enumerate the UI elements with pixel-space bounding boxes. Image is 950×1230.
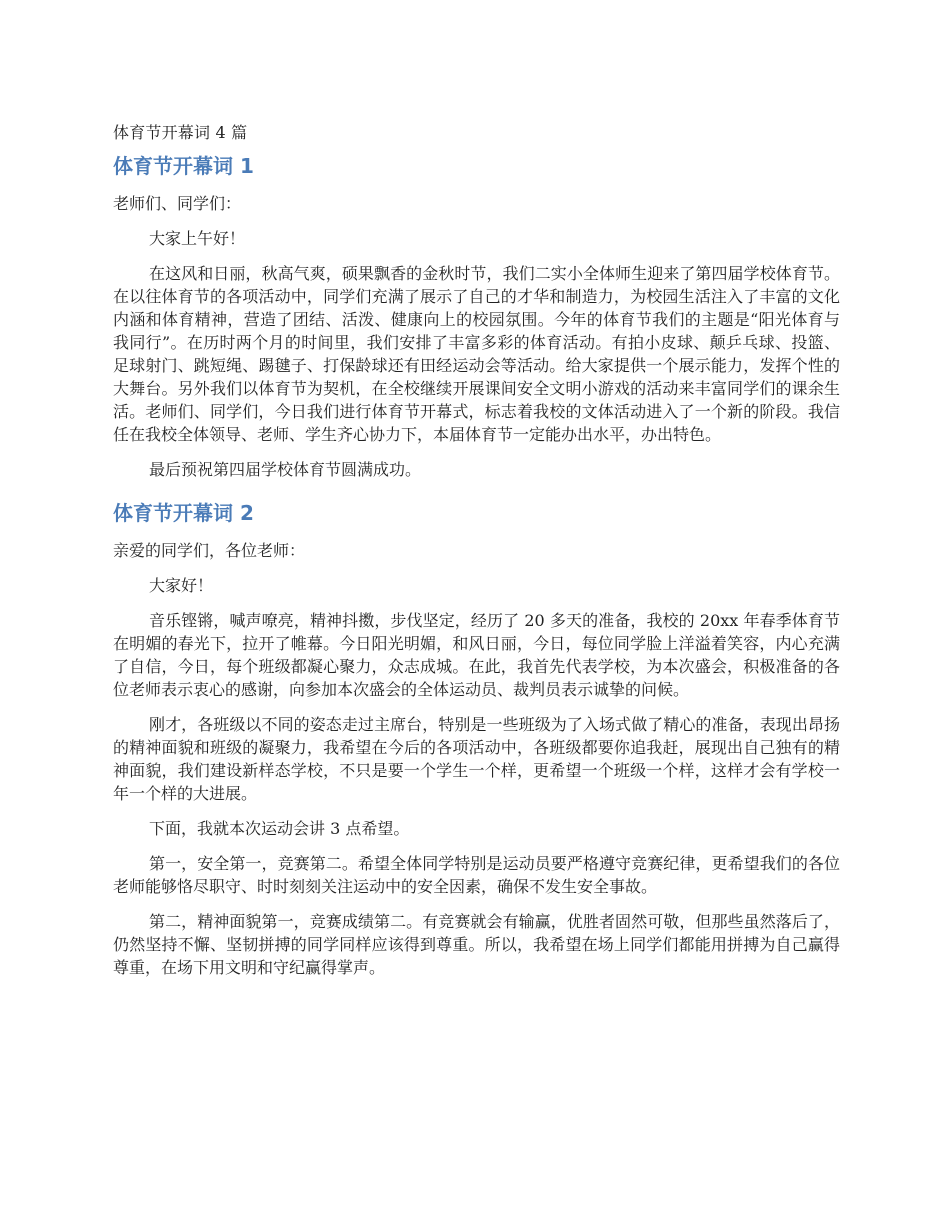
body-paragraph: 第二，精神面貌第一，竞赛成绩第二。有竞赛就会有输赢，优胜者固然可敬，但那些虽然落后了，仍然坚持不懈、坚韧拼搏的同学同样应该得到尊重。所以，我希望在场上同学们都能用拼搏为自己赢得尊重，在场下用文明和守纪赢得掌声。 [113,912,840,977]
section-heading-2: 体育节开幕词 2 [113,501,254,525]
salutation-2: 亲爱的同学们，各位老师： [113,541,306,560]
section-2 [113,499,840,979]
salutation-1: 老师们、同学们： [113,194,242,213]
closing-paragraph: 最后预祝第四届学校体育节圆满成功。 [149,460,422,479]
body-paragraph: 在这风和日丽，秋高气爽，硕果飘香的金秋时节，我们二实小全体师生迎来了第四届学校体育节。在以往体育节的各项活动中，同学们充满了展示了自己的才华和制造力，为校园生活注入了丰富的文化内涵和体育精神，营造了团结、活泼、健康向上的校园氛围。今年的体育节我们的主题是“阳光体育与我同行”。在历时两个月的时间里，我们安排了丰富多彩的体育活动。有拍小皮球、颠乒乓球、投篮、足球射门、跳短绳、踢毽子、打保龄球还有田经运动会等活动。给大家提供一个展示能力，发挥个性的大舞台。另外我们以体育节为契机，在全校继续开展课间安全文明小游戏的活动来丰富同学们的课余生活。老师们、同学们，今日我们进行体育节开幕式，标志着我校的文体活动进入了一个新的阶段。我信任在我校全体领导、老师、学生齐心协力下，本届体育节一定能办出水平，办出特色。 [113,264,840,444]
body-paragraph: 刚才，各班级以不同的姿态走过主席台，特别是一些班级为了入场式做了精心的准备，表现出昂扬的精神面貌和班级的凝聚力，我希望在今后的各项活动中，各班级都要你追我赶，展现出自己独有的精神面貌，我们建设新样态学校，不只是要一个学生一个样，更希望一个班级一个样，这样才会有学校一年一个样的大进展。 [113,715,840,803]
section-1 [113,152,840,481]
greeting-paragraph: 大家上午好！ [149,229,246,248]
body-paragraph: 音乐铿锵，喊声嘹亮，精神抖擞，步伐坚定，经历了 20 多天的准备，我校的 20xx 年春季体育节在明媚的春光下，拉开了帷幕。今日阳光明媚，和风日丽，今日，每位同学脸上洋溢着笑容，内心充满了自信，今日，每个班级都凝心聚力，众志成城。在此，我首先代表学校，为本次盛会，积极准备的各位老师表示衷心的感谢，向参加本次盛会的全体运动员、裁判员表示诚挚的问候。 [113,611,840,699]
document-page [113,120,840,991]
document-title: 体育节开幕词 4 篇 [113,123,248,142]
body-paragraph: 下面，我就本次运动会讲 3 点希望。 [149,819,410,838]
body-paragraph: 第一，安全第一，竞赛第二。希望全体同学特别是运动员要严格遵守竞赛纪律，更希望我们的各位老师能够恪尽职守、时时刻刻关注运动中的安全因素，确保不发生安全事故。 [113,854,840,896]
section-heading-1: 体育节开幕词 1 [113,154,254,178]
greeting-paragraph: 大家好！ [149,576,214,595]
